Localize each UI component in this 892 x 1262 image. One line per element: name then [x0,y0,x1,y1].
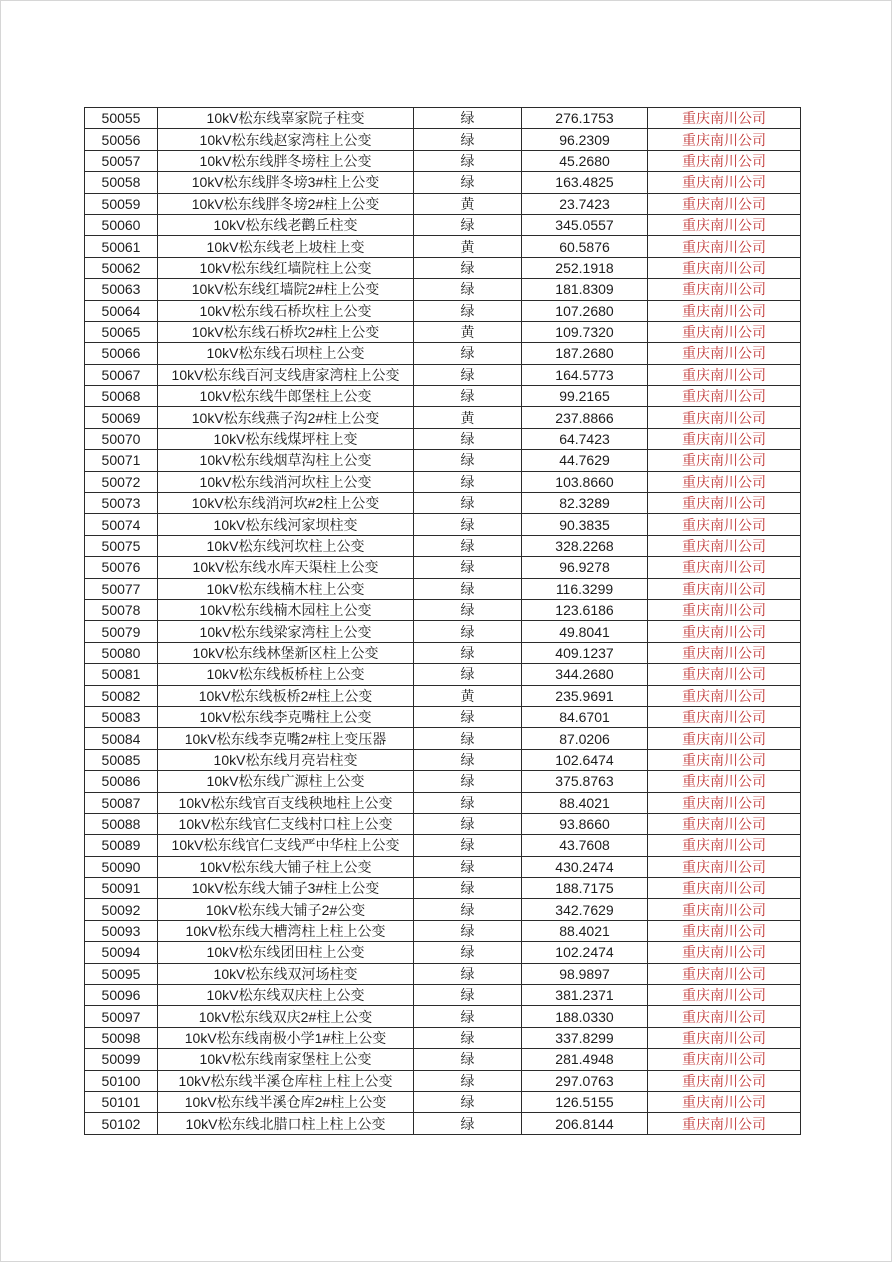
table-row [85,920,801,941]
row-id-cell: 50070 [85,428,158,449]
device-name-cell: 10kV松东线老鹳丘柱变 [158,214,414,235]
value-cell: 102.6474 [522,749,648,770]
value-cell: 93.8660 [522,813,648,834]
value-cell: 49.8041 [522,621,648,642]
company-cell: 重庆南川公司 [648,172,801,193]
device-name-cell: 10kV松东线老上坡柱上变 [158,236,414,257]
company-cell: 重庆南川公司 [648,599,801,620]
table-row [85,257,801,278]
table-row [85,963,801,984]
row-id-cell: 50082 [85,685,158,706]
company-cell: 重庆南川公司 [648,1070,801,1091]
table-row [85,621,801,642]
table-row [85,193,801,214]
device-name-cell: 10kV松东线消河坎#2柱上公变 [158,493,414,514]
device-name-cell: 10kV松东线板桥2#柱上公变 [158,685,414,706]
value-cell: 107.2680 [522,300,648,321]
company-cell: 重庆南川公司 [648,364,801,385]
company-cell: 重庆南川公司 [648,1049,801,1070]
device-name-cell: 10kV松东线板桥柱上公变 [158,664,414,685]
value-cell: 235.9691 [522,685,648,706]
device-name-cell: 10kV松东线消河坎柱上公变 [158,471,414,492]
table-row [85,300,801,321]
device-name-cell: 10kV松东线半溪仓库柱上柱上公变 [158,1070,414,1091]
row-id-cell: 50102 [85,1113,158,1134]
company-cell: 重庆南川公司 [648,129,801,150]
row-id-cell: 50066 [85,343,158,364]
company-cell: 重庆南川公司 [648,642,801,663]
company-cell: 重庆南川公司 [648,557,801,578]
status-cell: 绿 [414,878,522,899]
company-cell: 重庆南川公司 [648,813,801,834]
company-cell: 重庆南川公司 [648,300,801,321]
table-row [85,899,801,920]
status-cell: 绿 [414,749,522,770]
table-row [85,514,801,535]
company-cell: 重庆南川公司 [648,279,801,300]
value-cell: 123.6186 [522,599,648,620]
value-cell: 88.4021 [522,920,648,941]
row-id-cell: 50073 [85,493,158,514]
row-id-cell: 50095 [85,963,158,984]
status-cell: 绿 [414,621,522,642]
company-cell: 重庆南川公司 [648,771,801,792]
table-row [85,279,801,300]
value-cell: 82.3289 [522,493,648,514]
device-name-cell: 10kV松东线半溪仓库2#柱上公变 [158,1091,414,1112]
device-name-cell: 10kV松东线烟草沟柱上公变 [158,450,414,471]
value-cell: 84.6701 [522,706,648,727]
company-cell: 重庆南川公司 [648,878,801,899]
row-id-cell: 50100 [85,1070,158,1091]
value-cell: 276.1753 [522,108,648,129]
status-cell: 绿 [414,428,522,449]
table-row [85,321,801,342]
row-id-cell: 50091 [85,878,158,899]
device-name-cell: 10kV松东线楠木柱上公变 [158,578,414,599]
company-cell: 重庆南川公司 [648,1113,801,1134]
value-cell: 103.8660 [522,471,648,492]
row-id-cell: 50078 [85,599,158,620]
table-row [85,557,801,578]
status-cell: 绿 [414,899,522,920]
company-cell: 重庆南川公司 [648,108,801,129]
status-cell: 绿 [414,108,522,129]
value-cell: 375.8763 [522,771,648,792]
status-cell: 绿 [414,471,522,492]
device-name-cell: 10kV松东线牛郎堡柱上公变 [158,386,414,407]
device-name-cell: 10kV松东线红墙院柱上公变 [158,257,414,278]
table-row [85,706,801,727]
row-id-cell: 50096 [85,985,158,1006]
table-row [85,1113,801,1134]
device-name-cell: 10kV松东线煤坪柱上变 [158,428,414,449]
row-id-cell: 50080 [85,642,158,663]
status-cell: 绿 [414,386,522,407]
device-name-cell: 10kV松东线官百支线秧地柱上公变 [158,792,414,813]
value-cell: 164.5773 [522,364,648,385]
device-name-cell: 10kV松东线水库天渠柱上公变 [158,557,414,578]
status-cell: 绿 [414,1091,522,1112]
device-name-cell: 10kV松东线月亮岩柱变 [158,749,414,770]
status-cell: 绿 [414,1070,522,1091]
value-cell: 87.0206 [522,728,648,749]
company-cell: 重庆南川公司 [648,706,801,727]
company-cell: 重庆南川公司 [648,236,801,257]
table-row [85,856,801,877]
device-name-cell: 10kV松东线广源柱上公变 [158,771,414,792]
status-cell: 绿 [414,578,522,599]
device-name-cell: 10kV松东线楠木园柱上公变 [158,599,414,620]
company-cell: 重庆南川公司 [648,214,801,235]
company-cell: 重庆南川公司 [648,963,801,984]
company-cell: 重庆南川公司 [648,792,801,813]
company-cell: 重庆南川公司 [648,1006,801,1027]
status-cell: 绿 [414,364,522,385]
status-cell: 绿 [414,771,522,792]
status-cell: 绿 [414,792,522,813]
device-name-cell: 10kV松东线胖冬塝2#柱上公变 [158,193,414,214]
device-name-cell: 10kV松东线官仁支线严中华柱上公变 [158,835,414,856]
table-row [85,942,801,963]
row-id-cell: 50057 [85,150,158,171]
value-cell: 64.7423 [522,428,648,449]
status-cell: 绿 [414,599,522,620]
row-id-cell: 50060 [85,214,158,235]
value-cell: 187.2680 [522,343,648,364]
company-cell: 重庆南川公司 [648,193,801,214]
value-cell: 23.7423 [522,193,648,214]
table-row [85,108,801,129]
row-id-cell: 50086 [85,771,158,792]
row-id-cell: 50063 [85,279,158,300]
company-cell: 重庆南川公司 [648,899,801,920]
company-cell: 重庆南川公司 [648,407,801,428]
status-cell: 绿 [414,279,522,300]
status-cell: 绿 [414,300,522,321]
status-cell: 绿 [414,1113,522,1134]
status-cell: 绿 [414,963,522,984]
device-name-cell: 10kV松东线河家坝柱变 [158,514,414,535]
company-cell: 重庆南川公司 [648,835,801,856]
device-name-cell: 10kV松东线石坝柱上公变 [158,343,414,364]
value-cell: 96.9278 [522,557,648,578]
value-cell: 116.3299 [522,578,648,599]
status-cell: 绿 [414,450,522,471]
value-cell: 60.5876 [522,236,648,257]
status-cell: 绿 [414,557,522,578]
company-cell: 重庆南川公司 [648,1091,801,1112]
row-id-cell: 50087 [85,792,158,813]
value-cell: 43.7608 [522,835,648,856]
value-cell: 345.0557 [522,214,648,235]
row-id-cell: 50058 [85,172,158,193]
row-id-cell: 50075 [85,535,158,556]
device-name-cell: 10kV松东线燕子沟2#柱上公变 [158,407,414,428]
company-cell: 重庆南川公司 [648,856,801,877]
status-cell: 绿 [414,150,522,171]
company-cell: 重庆南川公司 [648,535,801,556]
company-cell: 重庆南川公司 [648,664,801,685]
table-row [85,428,801,449]
status-cell: 绿 [414,1027,522,1048]
company-cell: 重庆南川公司 [648,749,801,770]
row-id-cell: 50079 [85,621,158,642]
company-cell: 重庆南川公司 [648,1027,801,1048]
status-cell: 绿 [414,1006,522,1027]
status-cell: 绿 [414,835,522,856]
status-cell: 绿 [414,706,522,727]
row-id-cell: 50074 [85,514,158,535]
status-cell: 黄 [414,685,522,706]
company-cell: 重庆南川公司 [648,920,801,941]
value-cell: 188.0330 [522,1006,648,1027]
table-row [85,771,801,792]
value-cell: 163.4825 [522,172,648,193]
value-cell: 188.7175 [522,878,648,899]
device-name-cell: 10kV松东线双庆柱上公变 [158,985,414,1006]
row-id-cell: 50094 [85,942,158,963]
table-row [85,343,801,364]
device-name-cell: 10kV松东线石桥坎柱上公变 [158,300,414,321]
company-cell: 重庆南川公司 [648,942,801,963]
table-row [85,642,801,663]
transformer-table-body [85,108,801,1135]
device-name-cell: 10kV松东线团田柱上公变 [158,942,414,963]
status-cell: 绿 [414,728,522,749]
device-name-cell: 10kV松东线大槽湾柱上柱上公变 [158,920,414,941]
table-row [85,813,801,834]
device-name-cell: 10kV松东线大铺子2#公变 [158,899,414,920]
row-id-cell: 50067 [85,364,158,385]
company-cell: 重庆南川公司 [648,493,801,514]
row-id-cell: 50093 [85,920,158,941]
value-cell: 297.0763 [522,1070,648,1091]
table-row [85,214,801,235]
device-name-cell: 10kV松东线李克嘴2#柱上变压器 [158,728,414,749]
device-name-cell: 10kV松东线梁家湾柱上公变 [158,621,414,642]
value-cell: 342.7629 [522,899,648,920]
row-id-cell: 50076 [85,557,158,578]
row-id-cell: 50085 [85,749,158,770]
company-cell: 重庆南川公司 [648,150,801,171]
table-row [85,386,801,407]
device-name-cell: 10kV松东线胖冬塝柱上公变 [158,150,414,171]
row-id-cell: 50101 [85,1091,158,1112]
status-cell: 绿 [414,813,522,834]
device-name-cell: 10kV松东线赵家湾柱上公变 [158,129,414,150]
row-id-cell: 50077 [85,578,158,599]
company-cell: 重庆南川公司 [648,578,801,599]
table-row [85,129,801,150]
row-id-cell: 50071 [85,450,158,471]
row-id-cell: 50059 [85,193,158,214]
table-row [85,599,801,620]
company-cell: 重庆南川公司 [648,321,801,342]
row-id-cell: 50061 [85,236,158,257]
company-cell: 重庆南川公司 [648,450,801,471]
status-cell: 绿 [414,985,522,1006]
device-name-cell: 10kV松东线双河场柱变 [158,963,414,984]
row-id-cell: 50056 [85,129,158,150]
table-row [85,1006,801,1027]
value-cell: 237.8866 [522,407,648,428]
row-id-cell: 50062 [85,257,158,278]
table-row [85,535,801,556]
row-id-cell: 50089 [85,835,158,856]
table-row [85,578,801,599]
table-row [85,1027,801,1048]
status-cell: 黄 [414,321,522,342]
table-row [85,150,801,171]
table-row [85,364,801,385]
value-cell: 88.4021 [522,792,648,813]
row-id-cell: 50068 [85,386,158,407]
table-row [85,792,801,813]
status-cell: 黄 [414,236,522,257]
device-name-cell: 10kV松东线百河支线唐家湾柱上公变 [158,364,414,385]
row-id-cell: 50098 [85,1027,158,1048]
value-cell: 381.2371 [522,985,648,1006]
table-row [85,664,801,685]
value-cell: 102.2474 [522,942,648,963]
row-id-cell: 50055 [85,108,158,129]
value-cell: 181.8309 [522,279,648,300]
status-cell: 绿 [414,535,522,556]
table-row [85,407,801,428]
value-cell: 96.2309 [522,129,648,150]
row-id-cell: 50064 [85,300,158,321]
table-row [85,728,801,749]
value-cell: 45.2680 [522,150,648,171]
table-row [85,749,801,770]
device-name-cell: 10kV松东线李克嘴柱上公变 [158,706,414,727]
row-id-cell: 50099 [85,1049,158,1070]
status-cell: 绿 [414,856,522,877]
row-id-cell: 50081 [85,664,158,685]
company-cell: 重庆南川公司 [648,728,801,749]
status-cell: 黄 [414,193,522,214]
status-cell: 绿 [414,942,522,963]
value-cell: 281.4948 [522,1049,648,1070]
table-row [85,835,801,856]
value-cell: 44.7629 [522,450,648,471]
value-cell: 252.1918 [522,257,648,278]
row-id-cell: 50090 [85,856,158,877]
company-cell: 重庆南川公司 [648,428,801,449]
table-row [85,878,801,899]
device-name-cell: 10kV松东线南家堡柱上公变 [158,1049,414,1070]
row-id-cell: 50088 [85,813,158,834]
table-row [85,450,801,471]
company-cell: 重庆南川公司 [648,343,801,364]
row-id-cell: 50092 [85,899,158,920]
value-cell: 90.3835 [522,514,648,535]
status-cell: 绿 [414,920,522,941]
status-cell: 绿 [414,172,522,193]
value-cell: 328.2268 [522,535,648,556]
value-cell: 337.8299 [522,1027,648,1048]
transformer-table [84,107,801,1135]
device-name-cell: 10kV松东线北腊口柱上柱上公变 [158,1113,414,1134]
table-row [85,685,801,706]
company-cell: 重庆南川公司 [648,257,801,278]
table-row [85,1049,801,1070]
device-name-cell: 10kV松东线胖冬塝3#柱上公变 [158,172,414,193]
status-cell: 绿 [414,1049,522,1070]
status-cell: 绿 [414,343,522,364]
status-cell: 绿 [414,514,522,535]
row-id-cell: 50083 [85,706,158,727]
row-id-cell: 50069 [85,407,158,428]
value-cell: 109.7320 [522,321,648,342]
table-row [85,172,801,193]
table-row [85,471,801,492]
device-name-cell: 10kV松东线辜家院子柱变 [158,108,414,129]
value-cell: 99.2165 [522,386,648,407]
row-id-cell: 50097 [85,1006,158,1027]
status-cell: 绿 [414,664,522,685]
table-row [85,236,801,257]
status-cell: 绿 [414,129,522,150]
status-cell: 绿 [414,257,522,278]
company-cell: 重庆南川公司 [648,386,801,407]
value-cell: 409.1237 [522,642,648,663]
value-cell: 98.9897 [522,963,648,984]
table-row [85,493,801,514]
value-cell: 126.5155 [522,1091,648,1112]
device-name-cell: 10kV松东线林堡新区柱上公变 [158,642,414,663]
status-cell: 绿 [414,642,522,663]
device-name-cell: 10kV松东线大铺子柱上公变 [158,856,414,877]
company-cell: 重庆南川公司 [648,471,801,492]
value-cell: 430.2474 [522,856,648,877]
device-name-cell: 10kV松东线石桥坎2#柱上公变 [158,321,414,342]
company-cell: 重庆南川公司 [648,685,801,706]
company-cell: 重庆南川公司 [648,621,801,642]
row-id-cell: 50072 [85,471,158,492]
device-name-cell: 10kV松东线官仁支线村口柱上公变 [158,813,414,834]
device-name-cell: 10kV松东线河坎柱上公变 [158,535,414,556]
status-cell: 黄 [414,407,522,428]
company-cell: 重庆南川公司 [648,514,801,535]
table-row [85,1070,801,1091]
device-name-cell: 10kV松东线双庆2#柱上公变 [158,1006,414,1027]
value-cell: 344.2680 [522,664,648,685]
device-name-cell: 10kV松东线红墙院2#柱上公变 [158,279,414,300]
table-row [85,1091,801,1112]
row-id-cell: 50084 [85,728,158,749]
company-cell: 重庆南川公司 [648,985,801,1006]
device-name-cell: 10kV松东线大铺子3#柱上公变 [158,878,414,899]
device-name-cell: 10kV松东线南极小学1#柱上公变 [158,1027,414,1048]
table-row [85,985,801,1006]
value-cell: 206.8144 [522,1113,648,1134]
status-cell: 绿 [414,493,522,514]
status-cell: 绿 [414,214,522,235]
row-id-cell: 50065 [85,321,158,342]
